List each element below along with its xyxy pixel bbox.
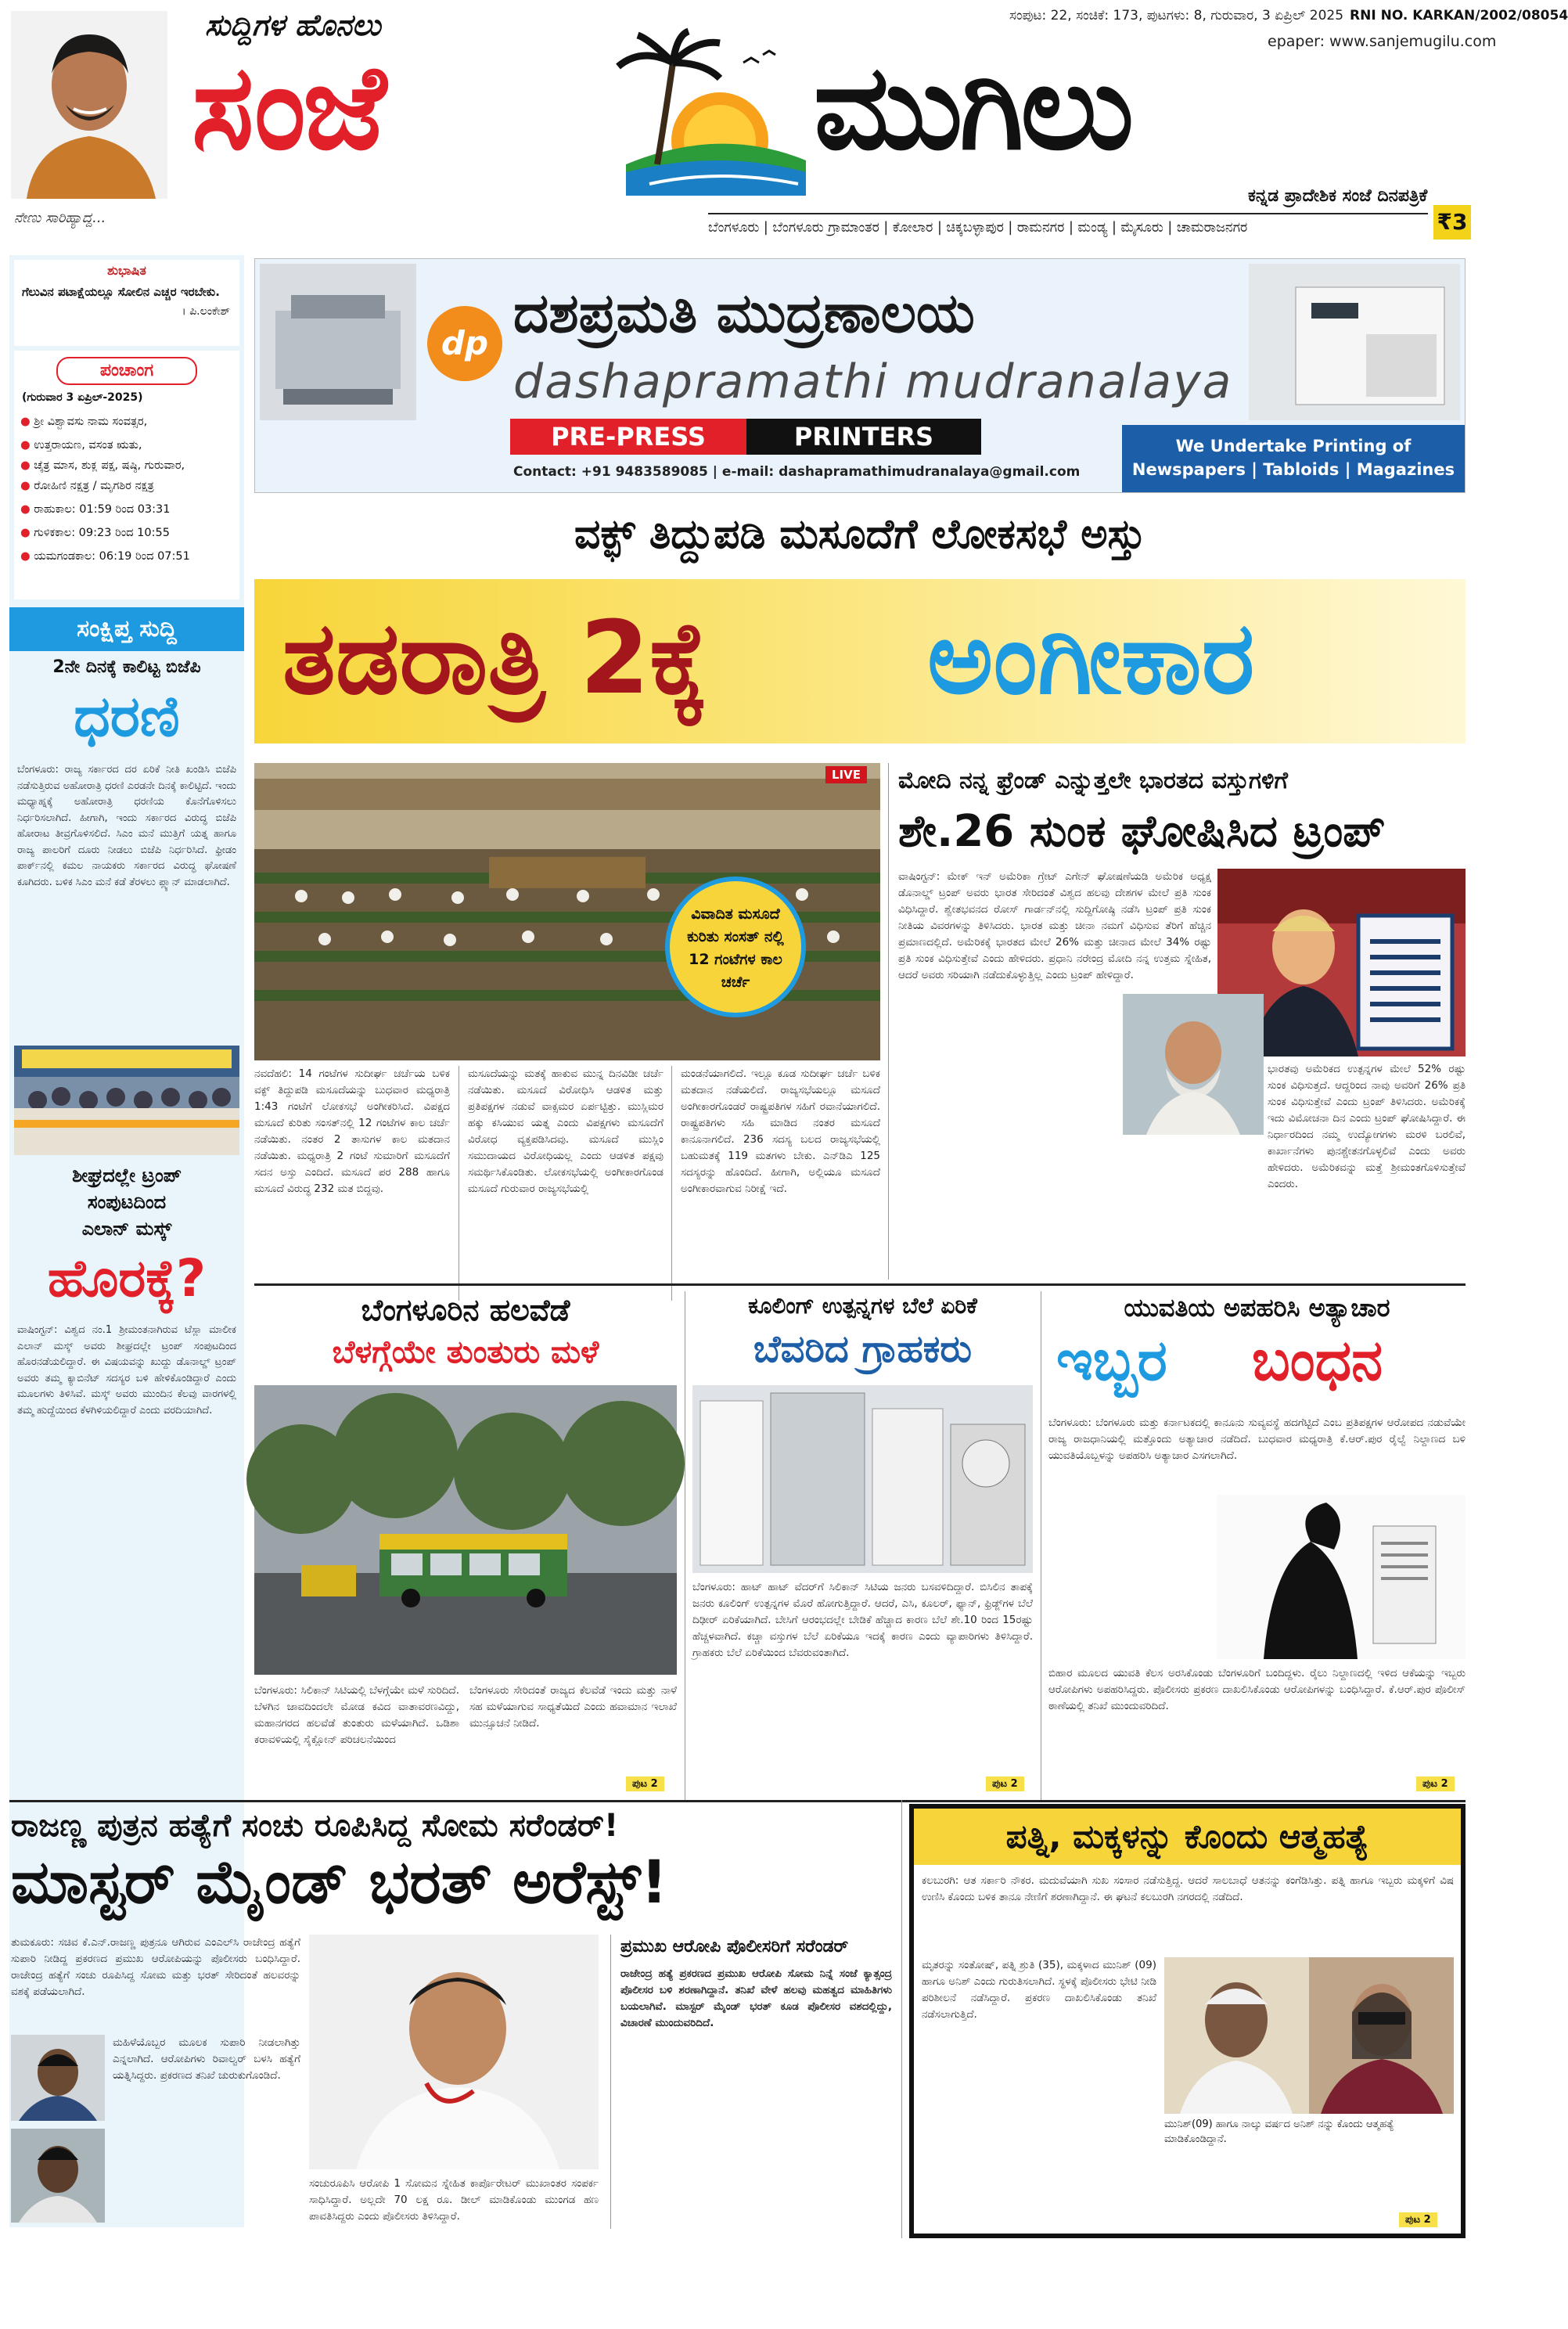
brief-head: ಧರಣಿ xyxy=(74,683,180,749)
suicide-text-2: ಮೃತರನ್ನು ಸಂತೋಷ್, ಪತ್ನಿ ಶ್ರುತಿ (35), ಮಕ್ಕಳಾದ ಮುನಿಶ್ (09) ಹಾಗೂ ಅನಿಶ್ ಎಂದು ಗುರುತಿಸಲಾಗಿದೆ. ಸ್ಥಳಕ್ಕೆ ಪೊಲೀಸರು ಭೇಟಿ ನೀಡಿ ಪರಿಶೀಲನೆ ನಡೆಸಿದ್ದಾರೆ. ಪ್ರಕರಣ ದಾಖಲಿಸಿಕೊಂಡು ತನಿಖೆ ನಡೆಸಲಾಗುತ್ತಿದೆ. xyxy=(922,1959,1157,2021)
printing-ad[interactable] xyxy=(254,258,1466,493)
masthead-subtitle: ಕನ್ನಡ ಪ್ರಾದೇಶಿಕ ಸಂಜೆ ದಿನಪತ್ರಿಕೆ xyxy=(1248,186,1428,206)
section-divider xyxy=(254,1283,1466,1286)
masthead xyxy=(0,0,1568,250)
brief-kicker: 2ನೇ ದಿನಕ್ಕೆ ಕಾಲಿಟ್ಟ ಬಿಜೆಪಿ xyxy=(52,657,201,677)
trump-text-1: ವಾಷಿಂಗ್ಟನ್: ಮೇಕ್ ಇನ್ ಅಮೆರಿಕಾ ಗ್ರೇಟ್ ಎಗೇನ್ ಘೋಷಣೆಯಡಿ ಅಮೆರಿಕ ಅಧ್ಯಕ್ಷ ಡೊನಾಲ್ಡ್ ಟ್ರಂಪ್ ಅವರು ಭಾರತ ಸೇರಿದಂತೆ ವಿಶ್ವದ ಹಲವು ದೇಶಗಳ ಮೇಲೆ ಪ್ರತಿ ಸುಂಕ ವಿಧಿಸಿದ್ದಾರೆ. ಶ್ವೇತಭವನದ ರೋಸ್ ಗಾರ್ಡನ್‌ನಲ್ಲಿ ಸುದ್ದಿಗೋಷ್ಠಿ ನಡೆಸಿ ಟ್ರಂಪ್ ಪ್ರತಿ ಸುಂಕ ನೀತಿಯ ವಿವರಗಳನ್ನು ತಿಳಿಸಿದರು. ಭಾರತ ಮತ್ತು ಚೀನಾ ನಮಗೆ ವಿಧಿಸುವ ತೆರಿಗೆ ಹೆಚ್ಚಿನ ಪ್ರಮಾಣದಲ್ಲಿದೆ. ಅಮೆರಿಕಕ್ಕೆ ಭಾರತದ ಮೇಲೆ 26% ಮತ್ತು ಚೀನಾದ ಮೇಲೆ 34% ರಷ್ಟು ಪ್ರತಿ ಸುಂಕ ವಿಧಿಸುತ್ತೇವೆ ಎಂದು ಹೇಳಿದರು. ಪ್ರಧಾನಿ ನರೇಂದ್ರ ಮೋದಿ ನನ್ನ ಉತ್ತಮ ಸ್ನೇಹಿತ, ಆದರೆ ಅವರು ಸರಿಯಾಗಿ ನಡೆದುಕೊಳ್ಳುತ್ತಿಲ್ಲ ಎಂದು ಟ್ರಂಪ್ ಹೇಳಿದ್ದಾರೆ. xyxy=(898,870,1211,981)
lead-col-2: ಮಸೂದೆಯನ್ನು ಮತಕ್ಕೆ ಹಾಕುವ ಮುನ್ನ ದಿನವಿಡೀ ಚರ್ಚೆ ನಡೆಯಿತು. ಮಸೂದೆ ವಿರೋಧಿಸಿ ಆಡಳಿತ ಮತ್ತು ಪ್ರತಿಪಕ್ಷಗಳ ನಡುವೆ ವಾಕ್ಸಮರ ಏರ್ಪಟ್ಟಿತ್ತು. ಮುಸ್ಲಿಮರ ಹಕ್ಕು ಕಸಿಯುವ ಯತ್ನ ಎಂದು ವಿಪಕ್ಷಗಳು ಮಸೂದೆಗೆ ವಿರೋಧ ವ್ಯಕ್ತಪಡಿಸಿದವು. ಮಸೂದೆ ಮುಸ್ಲಿಂ ಸಮುದಾಯದ ವಿರೋಧಿಯಲ್ಲ ಎಂದು ಆಡಳಿತ ಪಕ್ಷವು ಸಮರ್ಥಿಸಿಕೊಂಡಿತು. ಲೋಕಸಭೆಯಲ್ಲಿ ಅಂಗೀಕಾರಗೊಂಡ ಮಸೂದೆ ಗುರುವಾರ ರಾಜ್ಯಸಭೆಯಲ್ಲಿ xyxy=(468,1067,664,1195)
modi-photo xyxy=(1119,990,1260,1131)
trump-text-2: ಭಾರತವು ಅಮೆರಿಕದ ಉತ್ಪನ್ನಗಳ ಮೇಲೆ 52% ರಷ್ಟು ಸುಂಕ ವಿಧಿಸುತ್ತದೆ. ಆದ್ದರಿಂದ ನಾವು ಅವರಿಗೆ 26% ಪ್ರತಿ ಸುಂಕ ವಿಧಿಸುತ್ತೇವೆ ಎಂದು ಟ್ರಂಪ್ ತಿಳಿಸಿದರು. ಅಮೆರಿಕಕ್ಕೆ ಇದು ವಿಮೋಚನಾ ದಿನ ಎಂದು ಟ್ರಂಪ್ ಘೋಷಿಸಿದ್ದಾರೆ. ಈ ನಿರ್ಧಾರದಿಂದ ನಮ್ಮ ಉದ್ಯೋಗಗಳು ಮರಳಿ ಬರಲಿವೆ, ಕಾರ್ಖಾನೆಗಳು ಪುನಶ್ಚೇತನಗೊಳ್ಳಲಿವೆ ಎಂದು ಅವರು ಹೇಳಿದರು. ಅಮೆರಿಕವನ್ನು ಮತ್ತೆ ಶ್ರೀಮಂತಗೊಳಿಸುತ್ತೇವೆ ಎಂದರು. xyxy=(1268,1063,1466,1190)
lead-head-right: ಅಂಗೀಕಾರ xyxy=(927,600,1255,717)
murder-box xyxy=(610,1935,892,2229)
cooling-head: ಬೆವರಿದ ಗ್ರಾಹಕರು xyxy=(753,1327,973,1371)
sidebar xyxy=(9,255,244,2227)
panchanga-item: ● ಯಮಗಂಡಕಾಲ: 06:19 ರಿಂದ 07:51 xyxy=(20,550,190,563)
masthead-portrait xyxy=(11,11,167,199)
abduct-page-badge[interactable]: ಪುಟ 2 xyxy=(1416,1776,1455,1791)
masthead-sunset-logo xyxy=(602,31,814,196)
murder-head: ಮಾಸ್ಟರ್ ಮೈಂಡ್ ಭರತ್ ಅರೆಸ್ಟ್! xyxy=(11,1847,668,1917)
panchanga-label: ಪಂಚಾಂಗ xyxy=(56,357,197,385)
masthead-title-left: ಸಂಜೆ xyxy=(192,40,383,176)
live-badge: LIVE xyxy=(825,766,867,783)
rule xyxy=(888,763,889,1280)
rain-text-1: ಬೆಂಗಳೂರು: ಸಿಲಿಕಾನ್ ಸಿಟಿಯಲ್ಲಿ ಬೆಳಗ್ಗೆಯೇ ಮಳೆ ಸುರಿದಿದೆ. ಬೆಳಗಿನ ಜಾವದಿಂದಲೇ ಮೋಡ ಕವಿದ ವಾತಾವರಣವಿದ್ದು, ಮಹಾನಗರದ ಹಲವೆಡೆ ತುಂತುರು ಮಳೆಯಾಗಿದೆ. ಒಡಿಶಾ ಕರಾವಳಿಯಲ್ಲಿ ಸೈಕ್ಲೋನ್ ಪರಿಚಲನೆಯಿಂದ xyxy=(254,1684,459,1746)
abduct-photo xyxy=(1217,1495,1466,1659)
musk-head: ಹೊರಕ್ಕೆ? xyxy=(47,1248,207,1308)
rule xyxy=(901,1800,902,2238)
panchanga-item: ● ರೋಹಿಣಿ ನಕ್ಷತ್ರ / ಮೃಗಶಿರ ನಕ್ಷತ್ರ xyxy=(20,480,154,492)
suicide-photo xyxy=(1164,1957,1454,2114)
murder-text-2: ಮಹಿಳೆಯೊಬ್ಬರ ಮೂಲಕ ಸುಪಾರಿ ನೀಡಲಾಗಿತ್ತು ಎನ್ನಲಾಗಿದೆ. ಆರೋಪಿಗಳು ರಿವಾಲ್ವರ್ ಬಳಸಿ ಹತ್ಯೆಗೆ ಯತ್ನಿಸಿದ್ದರು. ಪ್ರಕರಣದ ತನಿಖೆ ಚುರುಕುಗೊಂಡಿದೆ. xyxy=(113,2036,300,2082)
murder-box-head: ಪ್ರಮುಖ ಆರೋಪಿ ಪೊಲೀಸರಿಗೆ ಸರೆಂಡರ್ xyxy=(620,1937,849,1956)
lead-head-band xyxy=(254,579,1466,743)
lead-head-left: ತಡರಾತ್ರಿ 2ಕ್ಕೆ xyxy=(282,600,708,717)
suicide-head: ಪತ್ನಿ, ಮಕ್ಕಳನ್ನು ಕೊಂದು ಆತ್ಮಹತ್ಯೆ xyxy=(914,1809,1461,1865)
panchanga-item: ● ರಾಹುಕಾಲ: 01:59 ರಿಂದ 03:31 xyxy=(20,503,171,516)
murder-kicker: ರಾಜಣ್ಣ ಪುತ್ರನ ಹತ್ಯೆಗೆ ಸಂಚು ರೂಪಿಸಿದ್ದ ಸೋಮ ಸರೆಂಡರ್! xyxy=(11,1808,619,1844)
musk-kicker-1: ಶೀಘ್ರದಲ್ಲೇ ಟ್ರಂಪ್ xyxy=(72,1164,182,1186)
masthead-title-right: ಮುಗಿಲು xyxy=(814,40,1131,176)
quote-box xyxy=(14,260,239,346)
ad-title-kn: ದಶಪ್ರಮತಿ ಮುದ್ರಣಾಲಯ xyxy=(513,281,975,345)
panchanga-date: (ಗುರುವಾರ 3 ಏಪ್ರಿಲ್-2025) xyxy=(22,391,143,404)
suicide-caption: ಮುನಿಶ್(09) ಹಾಗೂ ನಾಲ್ಕು ವರ್ಷದ ಅನಿಶ್ ನನ್ನು ಕೊಂದು ಆತ್ಮಹತ್ಯೆ ಮಾಡಿಕೊಂಡಿದ್ದಾನೆ. xyxy=(1164,2118,1394,2145)
suspect-photo-1 xyxy=(11,2035,105,2121)
quote-label: ಶುಭಾಷಿತ xyxy=(107,263,146,278)
rain-kicker: ಬೆಂಗಳೂರಿನ ಹಲವೆಡೆ xyxy=(361,1293,570,1327)
cooling-kicker: ಕೂಲಿಂಗ್ ಉತ್ಪನ್ನಗಳ ಬೆಲೆ ಏರಿಕೆ xyxy=(748,1293,977,1319)
ad-tag-printers: PRINTERS xyxy=(746,419,981,455)
suicide-box xyxy=(909,1804,1466,2238)
murder-text-3: ಸಂಚುರೂಪಿಸಿ ಆರೋಪಿ 1 ಸೋಮನ ಸ್ನೇಹಿತ ಕಾರ್ಪೊರೇಟರ್ ಮುಖಾಂತರ ಸಂಪರ್ಕ ಸಾಧಿಸಿದ್ದಾರೆ. ಅಲ್ಲದೇ 70 ಲಕ್ಷ ರೂ. ಡೀಲ್ ಮಾಡಿಕೊಂಡು ಮುಂಗಡ ಹಣ ಪಾವತಿಸಿದ್ದರು ಎಂದು ಪೊಲೀಸರು ತಿಳಿಸಿದ್ದಾರೆ. xyxy=(309,2177,599,2223)
trump-head: ಶೇ.26 ಸುಂಕ ಘೋಷಿಸಿದ ಟ್ರಂಪ್ xyxy=(898,806,1386,857)
quote-text: ಗೆಲುವಿನ ಪಟಾಕ್ಷೆಯಲ್ಲೂ ಸೋಲಿನ ಎಚ್ಚರ ಇರಬೇಕು. xyxy=(22,285,220,299)
abduct-head-left: ಇಬ್ಬರ xyxy=(1056,1327,1167,1393)
brief-text: ಬೆಂಗಳೂರು: ರಾಜ್ಯ ಸರ್ಕಾರದ ದರ ಏರಿಕೆ ನೀತಿ ಖಂಡಿಸಿ ಬಿಜೆಪಿ ನಡೆಸುತ್ತಿರುವ ಅಹೋರಾತ್ರಿ ಧರಣಿ ಎರಡನೇ ದಿನಕ್ಕೆ ಕಾಲಿಟ್ಟಿದೆ. ಇಂದು ಮಧ್ಯಾಹ್ನಕ್ಕೆ ಅಹೋರಾತ್ರಿ ಧರಣಿಯ ಕೊನೆಗೊಳಿಸಲು ನಿರ್ಧರಿಸಲಾಗಿದೆ. ಹೀಗಾಗಿ, ಇಂದು ಸರ್ಕಾರದ ವಿರುದ್ಧ ಬಿಜೆಪಿ ಹೋರಾಟ ತೀವ್ರಗೊಳಿಸಲಿದೆ. ಸಿಎಂ ಮನೆ ಮುತ್ತಿಗೆ ಯತ್ನ ಹಾಗೂ ರಾಜ್ಯ ಪಾಲರಿಗೆ ದೂರು ನೀಡಲು ಬಿಜೆಪಿ ನಿರ್ಧರಿಸಿದೆ. ಫ್ರೀಡಂ ಪಾರ್ಕ್‌ನಲ್ಲಿ ಕಮಲ ನಾಯಕರು ಸರ್ಕಾರದ ವಿರುದ್ಧ ಘೋಷಣೆ ಕೂಗಿದರು. ಬಳಿಕ ಸಿಎಂ ಮನೆ ಕಡೆ ತೆರಳಲು ಪ್ಲ್ಯಾನ್ ಮಾಡಲಾಗಿದೆ. xyxy=(17,764,236,888)
ad-logo: dp xyxy=(427,306,502,381)
masthead-signature: ನೇಣು ಸಾರಿಹ್ಯಾದ್ದ... xyxy=(14,210,106,226)
abduct-kicker: ಯುವತಿಯ ಅಪಹರಿಸಿ ಅತ್ಯಾಚಾರ xyxy=(1124,1293,1390,1323)
rajendra-photo xyxy=(309,1935,599,2169)
issue-line: ಸಂಪುಟ: 22, ಸಂಚಿಕೆ: 173, ಪುಟಗಳು: 8, ಗುರುವಾರ, 3 ಏಪ್ರಿಲ್ 2025 RNI NO. KARKAN/2002/08054 xyxy=(1009,8,1568,23)
rule xyxy=(671,1066,672,1301)
epaper-link[interactable]: epaper: www.sanjemugilu.com xyxy=(1268,33,1497,50)
masthead-tagline: ಸುದ್ದಿಗಳ ಹೊನಲು xyxy=(205,8,381,42)
ad-machine-left xyxy=(260,264,416,420)
lead-col-3: ಮಂಡನೆಯಾಗಲಿದೆ. ಇಲ್ಲೂ ಕೂಡ ಸುದೀರ್ಘ ಚರ್ಚೆ ಬಳಿಕ ಮತದಾನ ನಡೆಯಲಿದೆ. ರಾಜ್ಯಸಭೆಯಲ್ಲೂ ಮಸೂದೆ ಅಂಗೀಕಾರಗೊಂಡರೆ ರಾಷ್ಟ್ರಪತಿಗಳ ಸಹಿಗೆ ರವಾನೆಯಾಗಲಿದೆ. ರಾಷ್ಟ್ರಪತಿಗಳು ಸಹಿ ಮಾಡಿದ ನಂತರ ಮಸೂದೆ ಕಾನೂನಾಗಲಿದೆ. 236 ಸದಸ್ಯ ಬಲದ ರಾಜ್ಯಸಭೆಯಲ್ಲಿ ಬಹುಮತಕ್ಕೆ 119 ಮತಗಳು ಬೇಕು. ಎನ್‌ಡಿಎ 125 ಸದಸ್ಯರನ್ನು ಹೊಂದಿದೆ. ಹೀಗಾಗಿ, ಅಲ್ಲಿಯೂ ಮಸೂದೆ ಅಂಗೀಕಾರವಾಗುವ ನಿರೀಕ್ಷೆ ಇದೆ. xyxy=(681,1067,880,1195)
cooling-page-badge[interactable]: ಪುಟ 2 xyxy=(986,1776,1024,1791)
panchanga-item: ● ಚೈತ್ರ ಮಾಸ, ಶುಕ್ಲ ಪಕ್ಷ, ಷಷ್ಠಿ, ಗುರುವಾರ, xyxy=(20,459,185,472)
ad-tag-prepress: PRE-PRESS xyxy=(510,419,746,455)
ad-blurb: We Undertake Printing of Newspapers | Tabloids | Magazines xyxy=(1122,425,1465,492)
panchanga-item: ● ಗುಳಿಕಕಾಲ: 09:23 ರಿಂದ 10:55 xyxy=(20,527,170,539)
abduct-text-1: ಬೆಂಗಳೂರು: ಬೆಂಗಳೂರು ಮತ್ತು ಕರ್ನಾಟಕದಲ್ಲಿ ಕಾನೂನು ಸುವ್ಯವಸ್ಥೆ ಹದಗೆಟ್ಟಿದೆ ಎಂಬ ಪ್ರತಿಪಕ್ಷಗಳ ಆರೋಪದ ನಡುವೆಯೇ ರಾಜ್ಯ ರಾಜಧಾನಿಯಲ್ಲಿ ಮತ್ತೊಂದು ಅತ್ಯಾಚಾರ ನಡೆದಿದೆ. ಬುಧವಾರ ಮಧ್ಯರಾತ್ರಿ ಕೆ.ಆರ್.ಪುರ ರೈಲ್ವೆ ನಿಲ್ದಾಣದ ಬಳಿ ಯುವತಿಯೊಬ್ಬಳನ್ನು ಅಪಹರಿಸಿ ಅತ್ಯಾಚಾರ ಎಸಗಲಾಗಿದೆ. xyxy=(1048,1416,1466,1462)
protest-photo xyxy=(14,1046,239,1155)
trump-kicker: ಮೋದಿ ನನ್ನ ಫ್ರೆಂಡ್ ಎನ್ನುತ್ತಲೇ ಭಾರತದ ವಸ್ತುಗಳಿಗೆ xyxy=(898,767,1288,794)
cooling-text: ಬೆಂಗಳೂರು: ಹಾಟ್ ಹಾಟ್ ವೆದರ್‌ಗೆ ಸಿಲಿಕಾನ್ ಸಿಟಿಯ ಜನರು ಬಸವಳಿದಿದ್ದಾರೆ. ಬಿಸಿಲಿನ ತಾಪಕ್ಕೆ ಜನರು ಕೂಲಿಂಗ್ ಉತ್ಪನ್ನಗಳ ಮೊರೆ ಹೋಗುತ್ತಿದ್ದಾರೆ. ಆದರೆ, ಎಸಿ, ಕೂಲರ್, ಫ್ಯಾನ್, ಫ್ರಿಡ್ಜ್‌ಗಳ ಬೆಲೆ ದಿಢೀರ್ ಏರಿಕೆಯಾಗಿದೆ. ಬೇಸಿಗೆ ಆರಂಭದಲ್ಲೇ ಬೇಡಿಕೆ ಹೆಚ್ಚಾದ ಕಾರಣ ಬೆಲೆ ಶೇ.10 ರಿಂದ 15ರಷ್ಟು ಹೆಚ್ಚಳವಾಗಿದೆ. ಕಚ್ಚಾ ವಸ್ತುಗಳ ಬೆಲೆ ಏರಿಕೆಯೂ ಇದಕ್ಕೆ ಕಾರಣ ಎಂದು ವ್ಯಾಪಾರಿಗಳು ತಿಳಿಸಿದ್ದಾರೆ. ಗ್ರಾಹಕರು ಬೆಲೆ ಏರಿಕೆಯಿಂದ ಬೆವರುವಂತಾಗಿದೆ. xyxy=(692,1581,1033,1659)
reg-no: RNI NO. KARKAN/2002/08054 xyxy=(1350,8,1568,23)
regions-bar xyxy=(708,213,1428,241)
cooling-photo xyxy=(692,1385,1033,1573)
rain-page-badge[interactable]: ಪುಟ 2 xyxy=(626,1776,664,1791)
rain-text-2: ಬೆಂಗಳೂರು ಸೇರಿದಂತೆ ರಾಜ್ಯದ ಕೆಲವೆಡೆ ಇಂದು ಮತ್ತು ನಾಳೆ ಸಹ ಮಳೆಯಾಗುವ ಸಾಧ್ಯತೆಯಿದೆ ಎಂದು ಹವಾಮಾನ ಇಲಾಖೆ ಮುನ್ಸೂಚನೆ ನೀಡಿದೆ. xyxy=(469,1684,677,1730)
quote-author: । ಪಿ.ಲಂಕೇಶ್ xyxy=(182,305,230,318)
brief-label: ಸಂಕ್ಷಿಪ್ತ ಸುದ್ದಿ xyxy=(9,607,244,651)
panchanga-item: ● ಉತ್ತರಾಯಣ, ವಸಂತ ಋತು, xyxy=(20,439,142,452)
price-badge: ₹3 xyxy=(1433,205,1471,239)
rain-head: ಬೆಳಗ್ಗೆಯೇ ತುಂತುರು ಮಳೆ xyxy=(332,1334,599,1370)
panchanga-list xyxy=(20,410,233,568)
section-divider xyxy=(9,1800,1466,1802)
panchanga-box xyxy=(14,351,239,599)
suicide-page-badge[interactable]: ಪುಟ 2 xyxy=(1399,2212,1437,2227)
panchanga-item: ● ಶ್ರೀ ವಿಶ್ವಾವಸು ನಾಮ ಸಂವತ್ಸರ, xyxy=(20,416,148,428)
lead-col-1: ನವದೆಹಲಿ: 14 ಗಂಟೆಗಳ ಸುದೀರ್ಘ ಚರ್ಚೆಯ ಬಳಿಕ ವಕ್ಫ್ ತಿದ್ದುಪಡಿ ಮಸೂದೆಯನ್ನು ಬುಧವಾರ ಮಧ್ಯರಾತ್ರಿ 1:43 ಗಂಟೆಗೆ ಲೋಕಸಭೆ ಅಂಗೀಕರಿಸಿದೆ. ವಿಪಕ್ಷದ ಮಸೂದೆ ಕುರಿತು ಸಂಸತ್‌ನಲ್ಲಿ 12 ಗಂಟೆಗಳ ಕಾಲ ಚರ್ಚೆ ನಡೆಯಿತು. ನಂತರ 2 ತಾಸುಗಳ ಕಾಲ ಮತದಾನ ನಡೆಯಿತು. ಮಧ್ಯರಾತ್ರಿ 2 ಗಂಟೆ ಸುಮಾರಿಗೆ ಮಸೂದೆಗೆ ಸದನ ಅಸ್ತು ಎಂದಿದೆ. ಮಸೂದೆ ಪರ 288 ಹಾಗೂ ಮಸೂದೆ ವಿರುದ್ಧ 232 ಮತ ಬಿದ್ದವು. xyxy=(254,1067,450,1195)
abduct-text-2: ಬಿಹಾರ ಮೂಲದ ಯುವತಿ ಕೆಲಸ ಅರಸಿಕೊಂಡು ಬೆಂಗಳೂರಿಗೆ ಬಂದಿದ್ದಳು. ರೈಲು ನಿಲ್ದಾಣದಲ್ಲಿ ಇಳಿದ ಆಕೆಯನ್ನು ಇಬ್ಬರು ಆರೋಪಿಗಳು ಅಪಹರಿಸಿದ್ದರು. ಪೊಲೀಸರು ಪ್ರಕರಣ ದಾಖಲಿಸಿಕೊಂಡು ಆರೋಪಿಗಳನ್ನು ಬಂಧಿಸಿದ್ದಾರೆ. ಕೆ.ಆರ್.ಪುರ ಪೊಲೀಸ್ ಠಾಣೆಯಲ್ಲಿ ತನಿಖೆ ಮುಂದುವರಿದಿದೆ. xyxy=(1048,1667,1466,1712)
rain-photo xyxy=(254,1385,677,1675)
lead-kicker: ವಕ್ಫ್ ತಿದ್ದುಪಡಿ ಮಸೂದೆಗೆ ಲೋಕಸಭೆ ಅಸ್ತು xyxy=(574,511,1146,558)
abduct-head-right: ಬಂಧನ xyxy=(1252,1327,1383,1393)
musk-kicker-2: ಸಂಪುಟದಿಂದ xyxy=(87,1191,167,1213)
debate-badge: ವಿವಾದಿತ ಮಸೂದೆ ಕುರಿತು ಸಂಸತ್ ನಲ್ಲಿ 12 ಗಂಟೆಗಳ ಕಾಲ ಚರ್ಚೆ xyxy=(665,877,806,1017)
musk-kicker-3: ಎಲಾನ್ ಮಸ್ಕ್ xyxy=(81,1218,172,1240)
ad-contact[interactable]: Contact: +91 9483589085 | e-mail: dashapramathimudranalaya@gmail.com xyxy=(513,464,1081,480)
suicide-text-1: ಕಲಬುರಗಿ: ಆತ ಸರ್ಕಾರಿ ನೌಕರ. ಮದುವೆಯಾಗಿ ಸುಖ ಸಂಸಾರ ನಡೆಸುತ್ತಿದ್ದ. ಆದರೆ ಸಾಲಬಾಧೆ ಆತನನ್ನು ಕಂಗೆಡಿಸಿತ್ತು. ಪತ್ನಿ ಹಾಗೂ ಇಬ್ಬರು ಮಕ್ಕಳಿಗೆ ವಿಷ ಉಣಿಸಿ ಕೊಂದು ಬಳಿಕ ತಾನೂ ನೇಣಿಗೆ ಶರಣಾಗಿದ್ದಾನೆ. ಈ ಘಟನೆ ಕಲಬುರಗಿ ನಗರದಲ್ಲಿ ನಡೆದಿದೆ. xyxy=(922,1874,1454,1903)
musk-text: ವಾಷಿಂಗ್ಟನ್: ವಿಶ್ವದ ನಂ.1 ಶ್ರೀಮಂತನಾಗಿರುವ ಟೆಸ್ಲಾ ಮಾಲೀಕ ಎಲಾನ್ ಮಸ್ಕ್ ಅವರು ಶೀಘ್ರದಲ್ಲೇ ಟ್ರಂಪ್ ಸಂಪುಟದಿಂದ ಹೊರನಡೆಯಲಿದ್ದಾರೆ. ಈ ವಿಷಯವನ್ನು ಖುದ್ದು ಡೊನಾಲ್ಡ್ ಟ್ರಂಪ್ ಅವರು ತಮ್ಮ ಕ್ಯಾಬಿನೆಟ್ ಸದಸ್ಯರ ಬಳಿ ಹೇಳಿಕೊಂಡಿದ್ದಾರೆ ಎಂದು ಮೂಲಗಳು ತಿಳಿಸಿವೆ. ಮಸ್ಕ್ ಅವರು ಮುಂದಿನ ಕೆಲವು ವಾರಗಳಲ್ಲಿ ತಮ್ಮ ಹುದ್ದೆಯಿಂದ ಕೆಳಗಿಳಿಯಲಿದ್ದಾರೆ ಎಂದು ವರದಿಯಾಗಿದೆ. xyxy=(17,1324,236,1416)
regions-text: ಬೆಂಗಳೂರು | ಬೆಂಗಳೂರು ಗ್ರಾಮಾಂತರ | ಕೋಲಾರ | ಚಿಕ್ಕಬಳ್ಳಾಪುರ | ರಾಮನಗರ | ಮಂಡ್ಯ | ಮೈಸೂರು | ಚಾಮರಾಜನಗರ xyxy=(708,220,1248,236)
murder-box-text: ರಾಜೇಂದ್ರ ಹತ್ಯೆ ಪ್ರಕರಣದ ಪ್ರಮುಖ ಆರೋಪಿ ಸೋಮ ನಿನ್ನೆ ಸಂಜೆ ಕ್ಯಾತ್ಸಂದ್ರ ಪೊಲೀಸರ ಬಳಿ ಶರಣಾಗಿದ್ದಾನೆ. ತನಿಖೆ ವೇಳೆ ಹಲವು ಮಹತ್ವದ ಮಾಹಿತಿಗಳು ಬಯಲಾಗಿವೆ. ಮಾಸ್ಟರ್ ಮೈಂಡ್ ಭರತ್ ಕೂಡ ಪೊಲೀಸರ ವಶದಲ್ಲಿದ್ದು, ವಿಚಾರಣೆ ಮುಂದುವರಿದಿದೆ. xyxy=(620,1967,892,2029)
ad-title-en: dashapramathi mudranalaya xyxy=(513,355,1233,409)
murder-text-1: ತುಮಕೂರು: ಸಚಿವ ಕೆ.ಎನ್.ರಾಜಣ್ಣ ಪುತ್ರನೂ ಆಗಿರುವ ಎಂಎಲ್‌ಸಿ ರಾಜೇಂದ್ರ ಹತ್ಯೆಗೆ ಸುಪಾರಿ ನೀಡಿದ್ದ ಪ್ರಕರಣದ ಪ್ರಮುಖ ಆರೋಪಿಯನ್ನು ಪೊಲೀಸರು ಬಂಧಿಸಿದ್ದಾರೆ. ರಾಜೇಂದ್ರ ಹತ್ಯೆಗೆ ಸಂಚು ರೂಪಿಸಿದ್ದ ಸೋಮ ಮತ್ತು ಭರತ್ ಸೇರಿದಂತೆ ಹಲವರನ್ನು ವಶಕ್ಕೆ ಪಡೆಯಲಾಗಿದೆ. xyxy=(11,1936,300,1998)
ad-machine-right xyxy=(1249,264,1460,420)
suspect-photo-2 xyxy=(11,2129,105,2223)
